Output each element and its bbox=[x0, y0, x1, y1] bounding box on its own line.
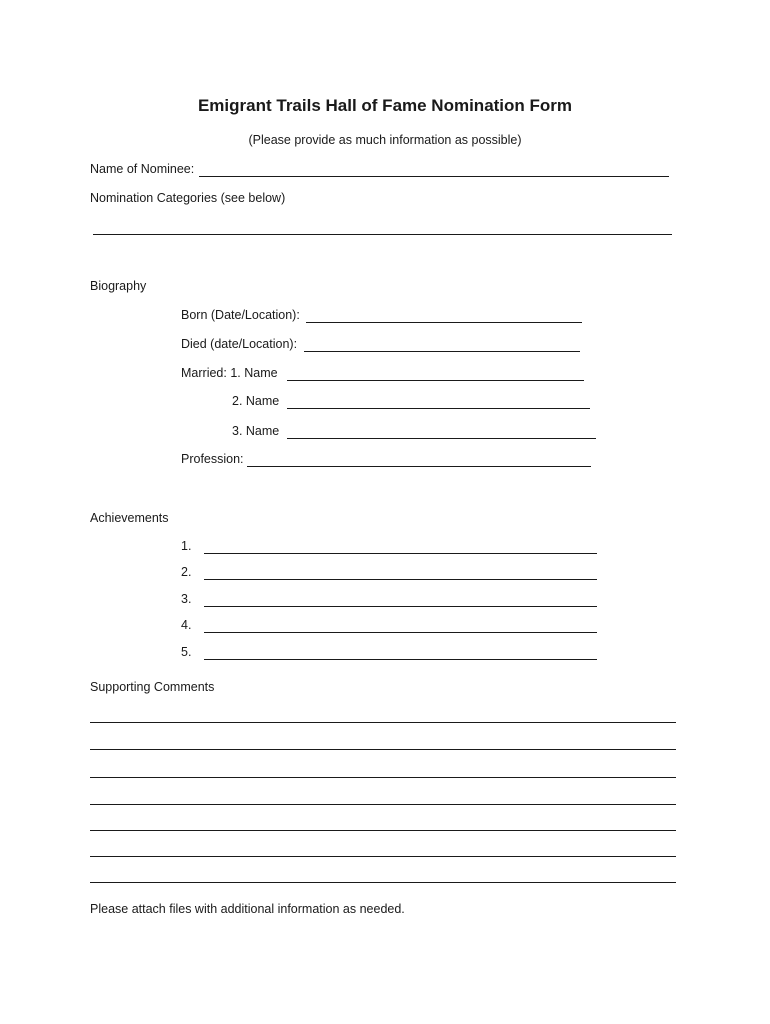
categories-label: Nomination Categories (see below) bbox=[90, 191, 286, 205]
comments-line-7[interactable] bbox=[90, 867, 676, 883]
born-label: Born (Date/Location): bbox=[181, 308, 300, 322]
form-subtitle: (Please provide as much information as possible) bbox=[248, 133, 522, 147]
biography-heading: Biography bbox=[90, 279, 147, 293]
comments-line-6[interactable] bbox=[90, 841, 676, 857]
nominee-label: Name of Nominee: bbox=[90, 162, 195, 176]
born-field[interactable] bbox=[306, 307, 582, 323]
comments-line-1[interactable] bbox=[90, 707, 676, 723]
achievement-field-4[interactable] bbox=[204, 617, 597, 633]
comments-heading: Supporting Comments bbox=[90, 680, 215, 694]
married-3-label: 3. Name bbox=[232, 424, 280, 438]
achievement-number: 4. bbox=[181, 618, 192, 632]
achievement-number: 5. bbox=[181, 645, 192, 659]
comments-line-5[interactable] bbox=[90, 815, 676, 831]
comments-line-4[interactable] bbox=[90, 789, 676, 805]
died-field[interactable] bbox=[304, 336, 580, 352]
married-3-field[interactable] bbox=[287, 423, 596, 439]
comments-line-2[interactable] bbox=[90, 734, 676, 750]
attach-files-note: Please attach files with additional information as needed. bbox=[90, 902, 405, 916]
achievement-number: 3. bbox=[181, 592, 192, 606]
achievement-number: 1. bbox=[181, 539, 192, 553]
achievement-field-3[interactable] bbox=[204, 591, 597, 607]
married-2-label: 2. Name bbox=[232, 394, 280, 408]
achievement-field-2[interactable] bbox=[204, 564, 597, 580]
profession-field[interactable] bbox=[247, 451, 591, 467]
died-label: Died (date/Location): bbox=[181, 337, 298, 351]
married-1-label: Married: 1. Name bbox=[181, 366, 278, 380]
married-2-field[interactable] bbox=[287, 393, 590, 409]
achievement-number: 2. bbox=[181, 565, 192, 579]
profession-label: Profession: bbox=[181, 452, 244, 466]
nominee-name-field[interactable] bbox=[199, 161, 669, 177]
form-title: Emigrant Trails Hall of Fame Nomination Form bbox=[197, 96, 573, 115]
achievements-heading: Achievements bbox=[90, 511, 169, 525]
achievement-field-1[interactable] bbox=[204, 538, 597, 554]
achievement-field-5[interactable] bbox=[204, 644, 597, 660]
married-1-field[interactable] bbox=[287, 365, 584, 381]
categories-field[interactable] bbox=[93, 219, 672, 235]
comments-line-3[interactable] bbox=[90, 762, 676, 778]
